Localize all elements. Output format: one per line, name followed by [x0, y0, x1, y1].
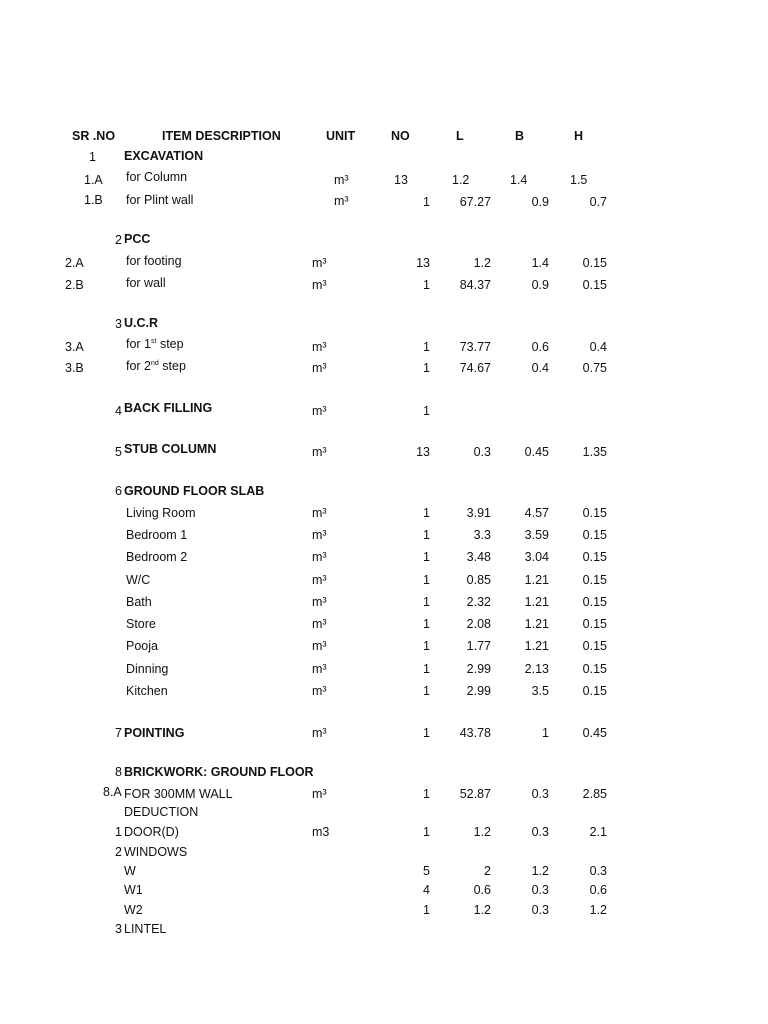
row-l: 1.2: [473, 256, 491, 270]
row-unit: m³: [312, 662, 327, 676]
row-description: FOR 300MM WALL: [124, 787, 233, 801]
deduction-heading: DEDUCTION: [124, 805, 199, 819]
row-description: for 1st step: [126, 337, 184, 351]
section-title: GROUND FLOOR SLAB: [124, 484, 265, 498]
row-l: 1.2: [473, 825, 491, 839]
row-no: 1: [423, 278, 430, 292]
header-h: H: [574, 129, 584, 143]
section-number: 5: [115, 445, 122, 459]
row-unit: m³: [312, 506, 327, 520]
row-h: 0.15: [582, 662, 607, 676]
row-description: Dinning: [126, 662, 169, 676]
row-unit: m³: [312, 726, 327, 740]
row-h: 0.7: [589, 195, 607, 209]
row-b: 1: [542, 726, 549, 740]
row-description: Store: [126, 617, 156, 631]
row-description: DOOR(D): [124, 825, 179, 839]
row-l: 2.32: [466, 595, 491, 609]
row-l: 2.99: [466, 684, 491, 698]
row-h: 2.85: [582, 787, 607, 801]
header-sr-no: SR .NO: [72, 129, 116, 143]
row-unit: m³: [312, 639, 327, 653]
row-h: 0.15: [582, 550, 607, 564]
row-sr: 8.A: [103, 785, 122, 799]
row-no: 4: [423, 883, 430, 897]
row-unit: m³: [312, 595, 327, 609]
item-number: 2: [115, 845, 122, 859]
row-unit: m³: [312, 528, 327, 542]
row-l: 2: [484, 864, 491, 878]
row-l: 1.2: [452, 173, 470, 187]
row-unit: m³: [312, 404, 327, 418]
section-number: 3: [115, 317, 122, 331]
row-description: W: [124, 864, 136, 878]
row-unit: m³: [312, 340, 327, 354]
row-b: 2.13: [524, 662, 549, 676]
row-no: 13: [416, 256, 430, 270]
section-number: 6: [115, 484, 122, 498]
row-no: 1: [423, 617, 430, 631]
row-b: 1.21: [524, 595, 549, 609]
row-h: 1.35: [582, 445, 607, 459]
header-l: L: [456, 129, 464, 143]
row-unit: m³: [312, 787, 327, 801]
row-b: 1.4: [531, 256, 549, 270]
row-no: 1: [423, 684, 430, 698]
section-title: U.C.R: [124, 316, 159, 330]
row-sr: 2.A: [65, 256, 84, 270]
row-no: 1: [423, 404, 430, 418]
row-no: 1: [423, 195, 430, 209]
row-l: 1.77: [466, 639, 491, 653]
row-description: for Column: [126, 170, 188, 184]
row-l: 0.3: [473, 445, 491, 459]
row-description: W1: [124, 883, 143, 897]
row-no: 1: [423, 787, 430, 801]
row-no: 5: [423, 864, 430, 878]
section-number: 2: [115, 233, 122, 247]
row-description: WINDOWS: [124, 845, 188, 859]
header-item-description: ITEM DESCRIPTION: [162, 129, 281, 143]
row-h: 0.15: [582, 278, 607, 292]
section-title: EXCAVATION: [124, 149, 204, 163]
header-unit: UNIT: [326, 129, 356, 143]
row-unit: m³: [312, 617, 327, 631]
row-l: 0.85: [466, 573, 491, 587]
row-no: 1: [423, 639, 430, 653]
row-no: 1: [423, 550, 430, 564]
row-b: 1.21: [524, 617, 549, 631]
row-l: 84.37: [459, 278, 491, 292]
row-unit: m³: [312, 361, 327, 375]
section-title: BACK FILLING: [124, 401, 213, 415]
row-l: 74.67: [459, 361, 491, 375]
row-b: 1.21: [524, 573, 549, 587]
row-h: 0.45: [582, 726, 607, 740]
item-number: 1: [115, 825, 122, 839]
row-description: for Plint wall: [126, 193, 194, 207]
row-h: 0.6: [589, 883, 607, 897]
row-unit: m³: [312, 278, 327, 292]
row-b: 0.3: [531, 883, 549, 897]
row-b: 4.57: [524, 506, 549, 520]
row-description: for wall: [126, 276, 166, 290]
row-sr: 3.B: [65, 361, 84, 375]
row-b: 0.45: [524, 445, 549, 459]
row-h: 1.5: [570, 173, 588, 187]
section-title: POINTING: [124, 726, 185, 740]
section-title: BRICKWORK: GROUND FLOOR: [124, 765, 314, 779]
row-h: 0.15: [582, 506, 607, 520]
row-description: Kitchen: [126, 684, 168, 698]
row-h: 0.3: [589, 864, 607, 878]
row-b: 0.4: [531, 361, 549, 375]
row-no: 1: [423, 361, 430, 375]
row-l: 0.6: [473, 883, 491, 897]
row-h: 0.15: [582, 617, 607, 631]
row-description: for 2nd step: [126, 359, 186, 373]
row-description: W2: [124, 903, 143, 917]
row-unit: m³: [312, 684, 327, 698]
row-h: 0.15: [582, 639, 607, 653]
row-sr: 1.B: [84, 193, 103, 207]
row-no: 1: [423, 506, 430, 520]
row-b: 0.9: [531, 195, 549, 209]
row-no: 1: [423, 528, 430, 542]
row-unit: m³: [334, 173, 349, 187]
row-description: Bath: [126, 595, 152, 609]
row-unit: m³: [312, 445, 327, 459]
row-sr: 1.A: [84, 173, 103, 187]
section-title: STUB COLUMN: [124, 442, 217, 456]
row-l: 3.91: [466, 506, 491, 520]
row-sr: 2.B: [65, 278, 84, 292]
row-l: 2.08: [466, 617, 491, 631]
row-no: 13: [416, 445, 430, 459]
row-unit: m³: [334, 194, 349, 208]
row-b: 0.3: [531, 787, 549, 801]
section-title: PCC: [124, 232, 151, 246]
row-b: 0.3: [531, 903, 549, 917]
section-number: 4: [115, 404, 122, 418]
row-unit: m³: [312, 550, 327, 564]
item-number: 3: [115, 922, 122, 936]
row-b: 1.2: [531, 864, 549, 878]
row-b: 0.3: [531, 825, 549, 839]
row-description: W/C: [126, 573, 151, 587]
header-b: B: [515, 129, 525, 143]
row-no: 1: [423, 726, 430, 740]
row-h: 2.1: [589, 825, 607, 839]
section-number: 7: [115, 726, 122, 740]
section-number: 8: [115, 765, 122, 779]
row-b: 3.04: [524, 550, 549, 564]
row-b: 3.59: [524, 528, 549, 542]
row-h: 0.15: [582, 256, 607, 270]
row-b: 0.9: [531, 278, 549, 292]
row-no: 1: [423, 340, 430, 354]
row-unit: m3: [312, 825, 330, 839]
row-no: 1: [423, 903, 430, 917]
row-description: Living Room: [126, 506, 196, 520]
row-description: for footing: [126, 254, 182, 268]
row-unit: m³: [312, 573, 327, 587]
row-no: 1: [423, 662, 430, 676]
row-b: 3.5: [531, 684, 549, 698]
row-no: 1: [423, 825, 430, 839]
row-l: 73.77: [459, 340, 491, 354]
row-no: 1: [423, 573, 430, 587]
row-l: 43.78: [459, 726, 491, 740]
row-description: LINTEL: [124, 922, 167, 936]
row-h: 0.15: [582, 684, 607, 698]
row-h: 1.2: [589, 903, 607, 917]
section-number: 1: [89, 150, 96, 164]
row-no: 13: [394, 173, 408, 187]
row-description: Bedroom 1: [126, 528, 188, 542]
row-description: Pooja: [126, 639, 158, 653]
row-l: 67.27: [459, 195, 491, 209]
row-h: 0.15: [582, 595, 607, 609]
row-unit: m³: [312, 256, 327, 270]
header-no: NO: [391, 129, 410, 143]
row-l: 1.2: [473, 903, 491, 917]
row-h: 0.4: [589, 340, 607, 354]
row-l: 3.48: [466, 550, 491, 564]
row-no: 1: [423, 595, 430, 609]
row-l: 2.99: [466, 662, 491, 676]
row-l: 52.87: [459, 787, 491, 801]
row-b: 0.6: [531, 340, 549, 354]
row-description: Bedroom 2: [126, 550, 188, 564]
row-h: 0.15: [582, 573, 607, 587]
row-h: 0.15: [582, 528, 607, 542]
row-b: 1.21: [524, 639, 549, 653]
row-h: 0.75: [582, 361, 607, 375]
row-l: 3.3: [473, 528, 491, 542]
row-b: 1.4: [510, 173, 528, 187]
row-sr: 3.A: [65, 340, 84, 354]
